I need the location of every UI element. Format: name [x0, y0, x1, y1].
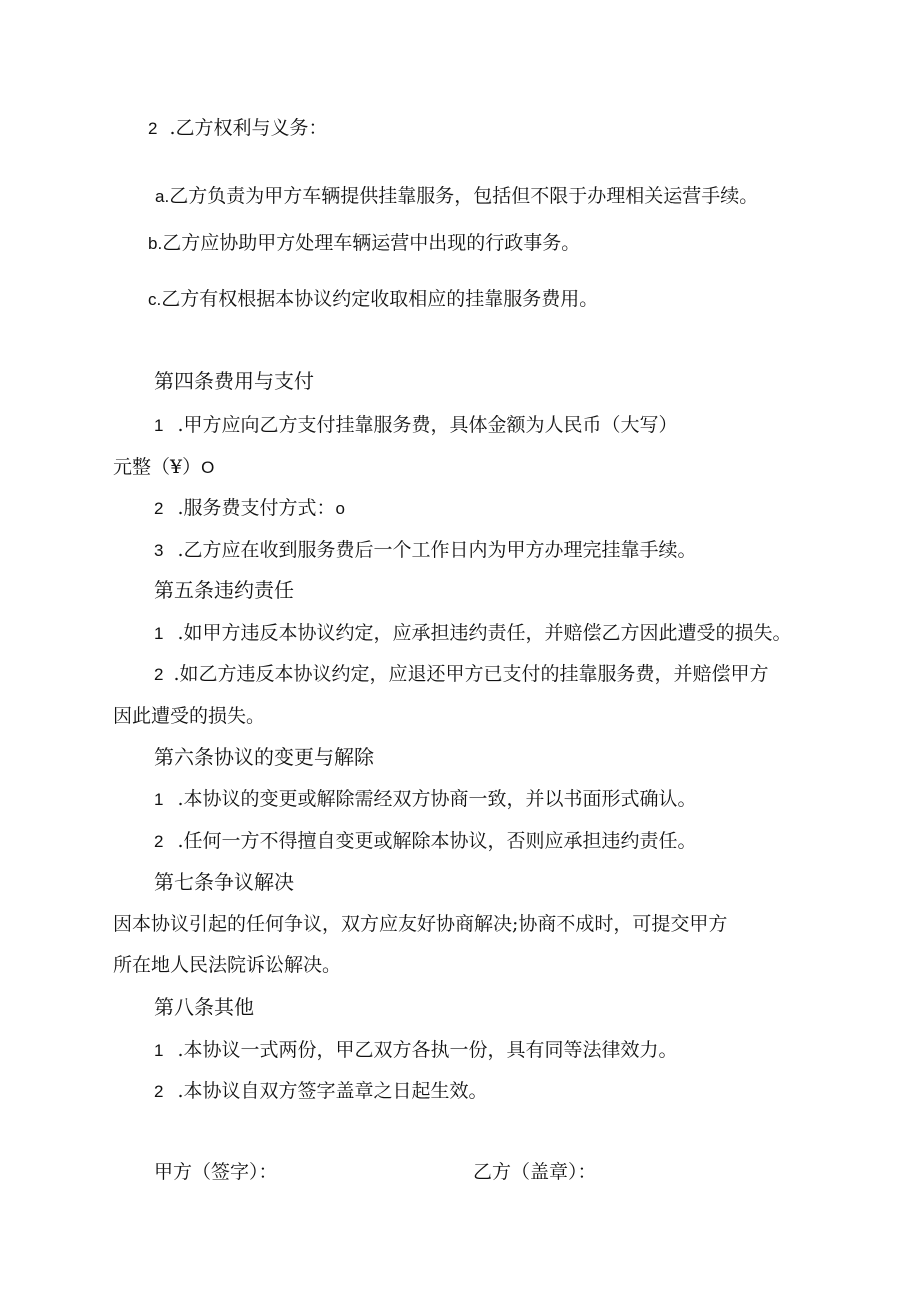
item-text: .甲方应向乙方支付挂靠服务费，具体金额为人民币（大写） — [177, 414, 678, 436]
item-number: 1 — [154, 416, 164, 435]
article4-title: 第四条费用与支付 — [154, 369, 314, 393]
section3-heading — [148, 116, 328, 141]
party-a-signature-label: 甲方（签字）： — [154, 1161, 278, 1183]
item-text: 乙方有权根据本协议约定收取相应的挂靠服务费用。 — [161, 288, 599, 310]
article4-item3 — [154, 538, 697, 563]
item-number: 2 — [154, 1082, 164, 1101]
item-tail: O — [201, 458, 215, 477]
article6-item2 — [154, 829, 697, 854]
item-prefix: c. — [148, 290, 162, 309]
article5-title: 第五条违约责任 — [154, 578, 294, 602]
article8-item1 — [154, 1038, 678, 1063]
item-text: .本协议自双方签字盖章之日起生效。 — [177, 1080, 488, 1102]
heading-number: 2 — [148, 119, 158, 138]
item-text: .如甲方违反本协议约定，应承担违约责任，并赔偿乙方因此遭受的损失。 — [177, 622, 792, 644]
item-prefix: b. — [148, 234, 163, 253]
article7-text-continued: 所在地人民法院诉讼解决。 — [113, 954, 342, 976]
article7-text: 因本协议引起的任何争议，双方应友好协商解决;协商不成时，可提交甲方 — [113, 913, 728, 935]
obligation-item-a — [155, 184, 758, 209]
article4-item2 — [154, 496, 345, 521]
party-b-seal-label: 乙方（盖章）： — [473, 1161, 597, 1183]
item-text: 元整（¥） — [113, 456, 202, 478]
obligation-item-b — [148, 231, 580, 256]
item-text: 乙方负责为甲方车辆提供挂靠服务，包括但不限于办理相关运营手续。 — [169, 185, 759, 207]
item-text: 乙方应协助甲方处理车辆运营中出现的行政事务。 — [162, 232, 581, 254]
item-number: 3 — [154, 541, 164, 560]
obligation-item-c — [148, 287, 598, 312]
item-number: 2 — [154, 665, 164, 684]
heading-text: .乙方权利与义务： — [169, 117, 328, 139]
item-number: 1 — [154, 790, 164, 809]
article5-item1 — [154, 621, 792, 646]
article6-title: 第六条协议的变更与解除 — [154, 745, 374, 769]
article5-item2 — [154, 662, 769, 687]
article7-title: 第七条争议解决 — [154, 870, 294, 894]
item-number: 1 — [154, 624, 164, 643]
item-tail: o — [335, 499, 345, 518]
item-text: .本协议一式两份，甲乙双方各执一份，具有同等法律效力。 — [177, 1039, 678, 1061]
item-prefix: a. — [155, 187, 170, 206]
item-text: .如乙方违反本协议约定，应退还甲方已支付的挂靠服务费，并赔偿甲方 — [173, 663, 769, 685]
article8-item2 — [154, 1079, 488, 1104]
article4-item1 — [154, 413, 678, 438]
item-number: 1 — [154, 1041, 164, 1060]
article5-item2-continued: 因此遭受的损失。 — [113, 705, 266, 727]
item-text: .服务费支付方式： — [177, 497, 336, 519]
item-number: 2 — [154, 832, 164, 851]
item-text: .任何一方不得擅自变更或解除本协议，否则应承担违约责任。 — [177, 830, 697, 852]
item-number: 2 — [154, 499, 164, 518]
item-text: .本协议的变更或解除需经双方协商一致，并以书面形式确认。 — [177, 788, 697, 810]
item-text: .乙方应在收到服务费后一个工作日内为甲方办理完挂靠手续。 — [177, 539, 697, 561]
article8-title: 第八条其他 — [154, 995, 254, 1019]
article4-item1-continued — [113, 455, 214, 480]
article6-item1 — [154, 787, 697, 812]
